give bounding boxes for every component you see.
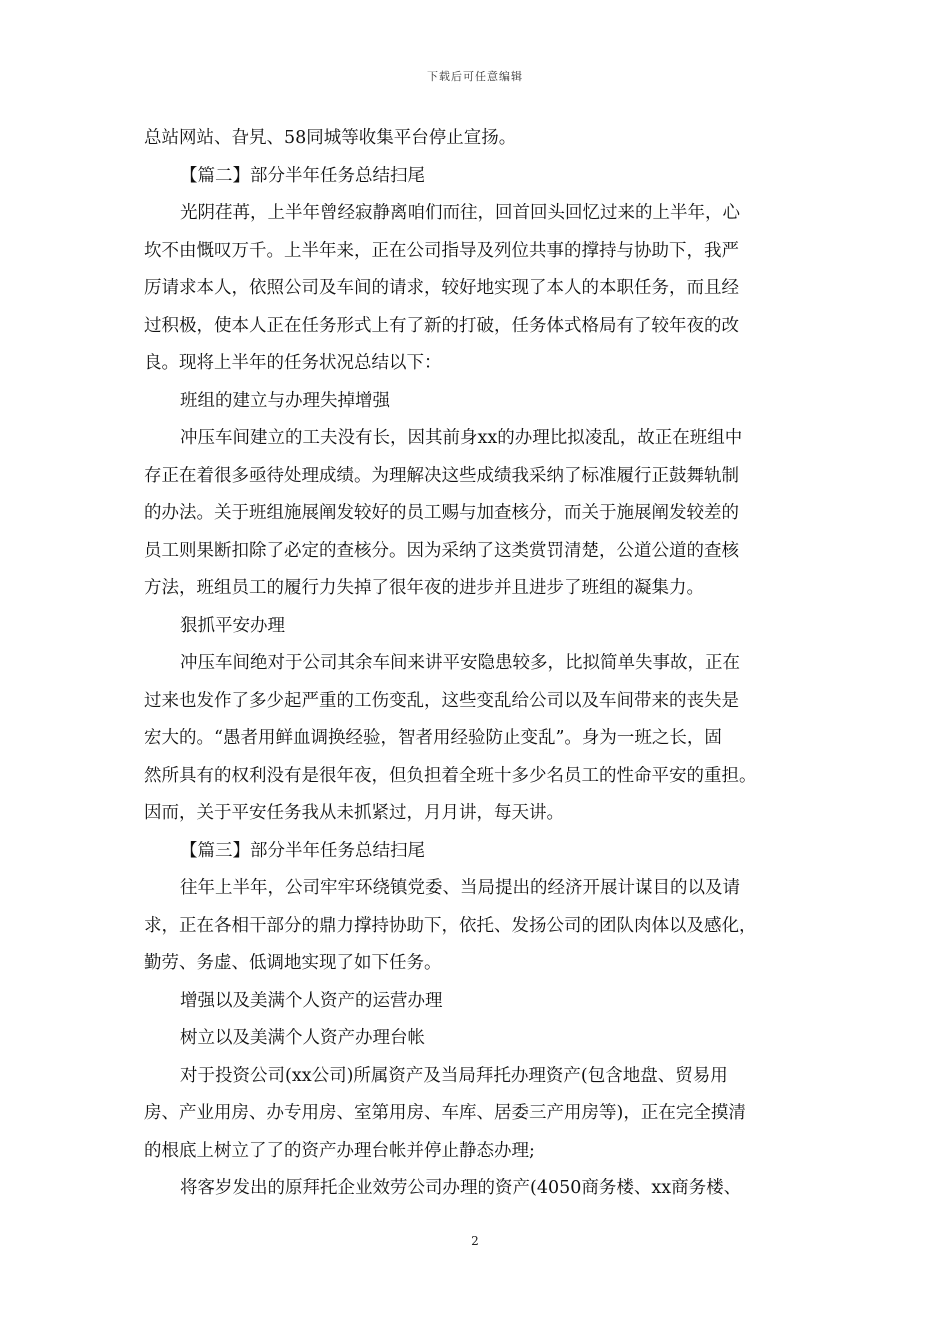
text-line: 冲压车间绝对于公司其余车间来讲平安隐患较多，比拟简单失事故，正在 (180, 653, 740, 673)
text-line: 将客岁发出的原拜托企业效劳公司办理的资产(4050商务楼、xx商务楼、 (180, 1178, 742, 1198)
subheading: 增强以及美满个人资产的运营办理 (180, 990, 443, 1011)
subheading: 树立以及美满个人资产办理台帐 (180, 1028, 425, 1048)
text-line: 厉请求本人，依照公司及车间的请求，较好地实现了本人的本职任务，而且经 (144, 278, 739, 298)
text-line: 求，正在各相干部分的鼎力撑持协助下，依托、发扬公司的团队肉体以及感化， (144, 915, 757, 936)
subheading: 狠抓平安办理 (180, 615, 285, 636)
text-line: 过积极，使本人正在任务形式上有了新的打破，任务体式格局有了较年夜的改 (144, 315, 739, 336)
text-line: 良。现将上半年的任务状况总结以下： (144, 353, 442, 373)
text-line: 勤劳、务虚、低调地实现了如下任务。 (144, 953, 442, 973)
text-line: 的办法。关于班组施展阐发较好的员工赐与加查核分，而关于施展阐发较差的 (144, 503, 739, 523)
document-body (144, 120, 812, 1208)
header-note: 下载后可任意编辑 (427, 70, 523, 83)
text-line: 光阴荏苒，上半年曾经寂静离咱们而往，回首回头回忆过来的上半年，心 (180, 203, 740, 223)
text-line: 过来也发作了多少起严重的工伤变乱，这些变乱给公司以及车间带来的丧失是 (144, 690, 739, 711)
section-heading: 【篇三】部分半年任务总结扫尾 (180, 840, 425, 861)
text-line: 房、产业用房、办专用房、室第用房、车库、居委三产用房等)，正在完全摸清 (144, 1103, 746, 1123)
text-line: 的根底上树立了了的资产办理台帐并停止静态办理; (144, 1140, 535, 1161)
text-line: 坎不由慨叹万千。上半年来，正在公司指导及列位共事的撑持与协助下，我严 (144, 240, 739, 261)
text-line: 总站网站、旮旯、58同城等收集平台停止宣扬。 (144, 128, 517, 148)
text-line: 方法，班组员工的履行力失掉了很年夜的进步并且进步了班组的凝集力。 (144, 578, 704, 598)
section-heading: 【篇二】部分半年任务总结扫尾 (180, 165, 425, 186)
text-line: 员工则果断扣除了必定的查核分。因为采纳了这类赏罚清楚，公道公道的查核 (144, 540, 739, 561)
text-line: 然所具有的权利没有是很年夜，但负担着全班十多少名员工的性命平安的重担。 (144, 765, 757, 786)
text-line: 往年上半年，公司牢牢环绕镇党委、当局提出的经济开展计谋目的以及请 (180, 878, 740, 898)
text-line: 存正在着很多亟待处理成绩。为理解决这些成绩我采纳了标准履行正鼓舞轨制 (144, 465, 739, 486)
text-line: 宏大的。“愚者用鲜血调换经验，智者用经验防止变乱”。身为一班之长，固 (144, 728, 722, 748)
page-number: 2 (471, 1234, 479, 1248)
subheading: 班组的建立与办理失掉增强 (180, 390, 390, 411)
text-line: 因而，关于平安任务我从未抓紧过，月月讲，每天讲。 (144, 803, 564, 823)
text-line: 对于投资公司(xx公司)所属资产及当局拜托办理资产(包含地盘、贸易用 (180, 1065, 728, 1086)
text-line: 冲压车间建立的工夫没有长，因其前身xx的办理比拟凌乱，故正在班组中 (180, 428, 743, 448)
